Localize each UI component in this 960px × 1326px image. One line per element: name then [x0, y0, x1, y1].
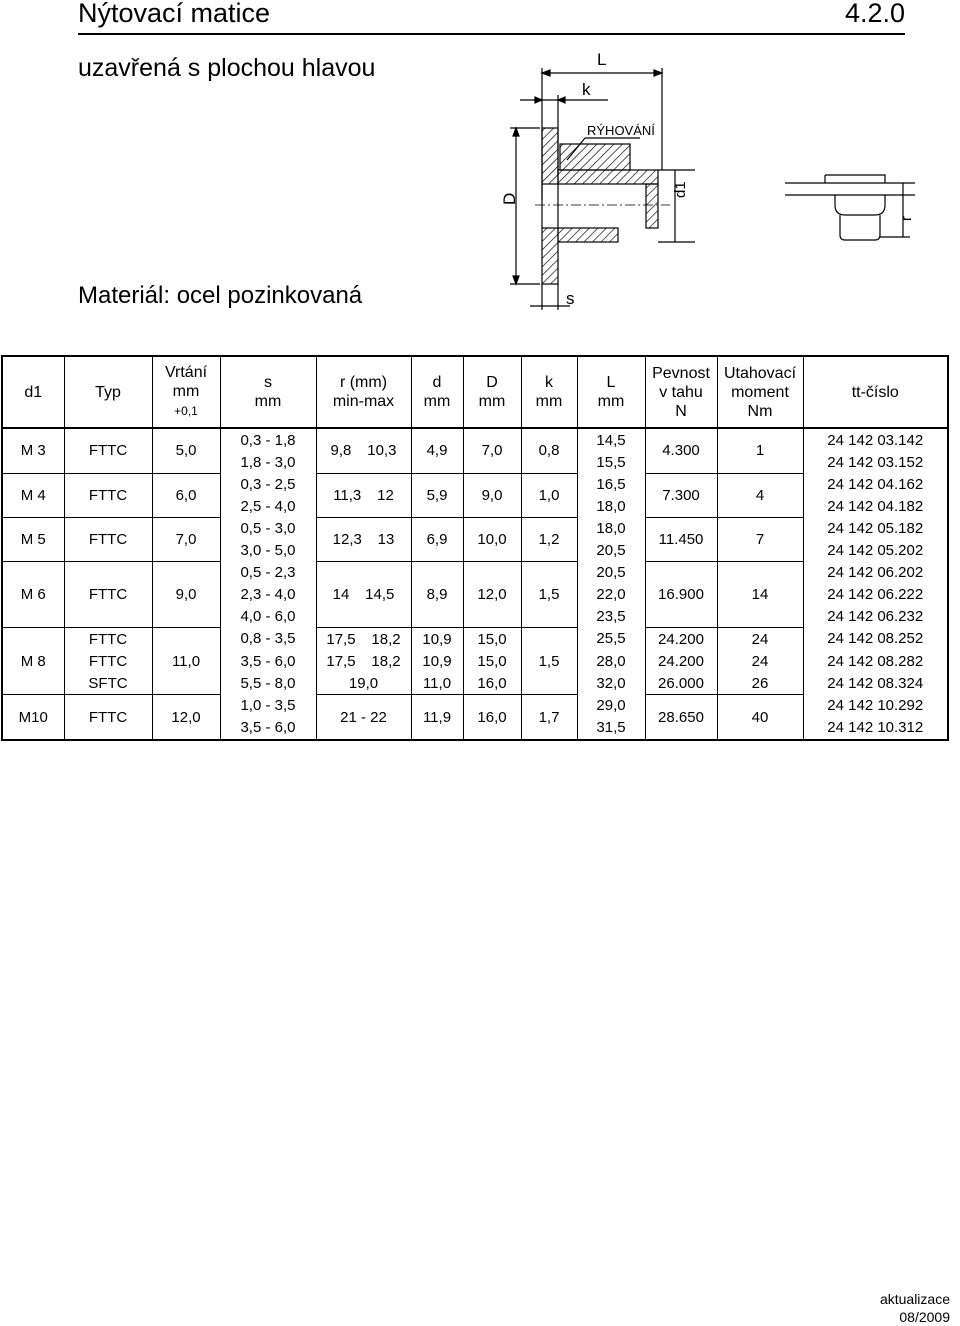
cell-L: 23,5: [577, 605, 645, 627]
cell-d: 11,0: [411, 672, 463, 695]
table-row: [2, 672, 948, 695]
cell-pevnost: 4.300: [645, 428, 717, 473]
col-header-pevnost: Pevnost v tahu N: [645, 356, 717, 428]
cell-L: 18,0: [577, 495, 645, 517]
cell-tt: 24 142 08.324: [803, 672, 948, 695]
footer-label: aktualizace: [879, 1291, 950, 1307]
rivet-nut-drawing: [480, 40, 689, 315]
dim-label-L: L: [597, 50, 607, 69]
dim-label-d1: d1: [672, 181, 689, 198]
cell-d: 11,9: [411, 695, 463, 740]
cell-tt: 24 142 05.182: [803, 517, 948, 539]
cell-typ: FTTC: [64, 627, 152, 650]
cell-tt: 24 142 06.232: [803, 605, 948, 627]
cell-L: 31,5: [577, 717, 645, 740]
spec-table: [1, 355, 949, 741]
table-header-row: [2, 356, 948, 428]
cell-L: 29,0: [577, 695, 645, 717]
cell-r: 17,5 18,2: [316, 627, 411, 650]
cell-r: 17,5 18,2: [316, 650, 411, 672]
cell-tt: 24 142 08.282: [803, 650, 948, 672]
table-row: [2, 473, 948, 495]
col-header-tt: tt-číslo: [803, 356, 948, 428]
cell-tt: 24 142 10.292: [803, 695, 948, 717]
cell-k: 1,7: [521, 695, 577, 740]
col-header-typ: Typ: [64, 356, 152, 428]
cell-k: 1,0: [521, 473, 577, 517]
cell-d1: M 8: [2, 627, 64, 694]
cell-pevnost: 24.200: [645, 627, 717, 650]
cell-typ: FTTC: [64, 695, 152, 740]
cell-tt: 24 142 04.162: [803, 473, 948, 495]
cell-vrtani: 12,0: [152, 695, 220, 740]
cell-L: 20,5: [577, 539, 645, 561]
section-number: 4.2.0: [844, 0, 905, 28]
col-header-d1: d1: [2, 356, 64, 428]
dim-label-r: r: [898, 216, 915, 221]
title-rule: [78, 33, 905, 35]
cell-L: 28,0: [577, 650, 645, 672]
cell-D: 16,0: [463, 672, 521, 695]
cell-L: 14,5: [577, 428, 645, 451]
cell-L: 15,5: [577, 451, 645, 473]
cell-pevnost: 16.900: [645, 561, 717, 627]
cell-moment: 1: [717, 428, 803, 473]
material-note: Materiál: ocel pozinkovaná: [78, 282, 363, 309]
cell-D: 16,0: [463, 695, 521, 740]
cell-d: 10,9: [411, 650, 463, 672]
cell-typ: FTTC: [64, 473, 152, 517]
dim-label-k: k: [582, 80, 591, 99]
cell-d1: M10: [2, 695, 64, 740]
cell-D: 7,0: [463, 428, 521, 473]
footer-update-note: [880, 1290, 950, 1326]
col-header-L: L mm: [577, 356, 645, 428]
cell-moment: 24: [717, 650, 803, 672]
cell-moment: 26: [717, 672, 803, 695]
cell-d: 4,9: [411, 428, 463, 473]
cell-r: 21 - 22: [316, 695, 411, 740]
cell-moment: 40: [717, 695, 803, 740]
cell-s: 3,0 - 5,0: [220, 539, 316, 561]
cell-d1: M 6: [2, 561, 64, 627]
cell-moment: 14: [717, 561, 803, 627]
page-subtitle: uzavřená s plochou hlavou: [78, 54, 376, 82]
cell-moment: 7: [717, 517, 803, 561]
knurling-label: RÝHOVÁNÍ: [587, 123, 655, 138]
col-header-vrtani: Vrtání mm +0,1: [152, 356, 220, 428]
cell-typ: FTTC: [64, 561, 152, 627]
cell-d: 8,9: [411, 561, 463, 627]
cell-typ: SFTC: [64, 672, 152, 695]
cell-L: 18,0: [577, 517, 645, 539]
col-header-k: k mm: [521, 356, 577, 428]
cell-tt: 24 142 05.202: [803, 539, 948, 561]
cell-D: 15,0: [463, 627, 521, 650]
table-row: [2, 428, 948, 451]
cell-k: 1,5: [521, 627, 577, 694]
cell-pevnost: 24.200: [645, 650, 717, 672]
cell-s: 5,5 - 8,0: [220, 672, 316, 695]
table-row: [2, 695, 948, 717]
cell-D: 10,0: [463, 517, 521, 561]
cell-vrtani: 7,0: [152, 517, 220, 561]
col-header-s: s mm: [220, 356, 316, 428]
cell-d1: M 4: [2, 473, 64, 517]
cell-d1: M 3: [2, 428, 64, 473]
col-header-D: D mm: [463, 356, 521, 428]
footer-date: 08/2009: [899, 1309, 950, 1325]
cell-s: 2,3 - 4,0: [220, 583, 316, 605]
cell-D: 9,0: [463, 473, 521, 517]
cell-s: 0,8 - 3,5: [220, 627, 316, 650]
cell-tt: 24 142 06.222: [803, 583, 948, 605]
cell-L: 32,0: [577, 672, 645, 695]
cell-pevnost: 26.000: [645, 672, 717, 695]
cell-r: 19,0: [316, 672, 411, 695]
cell-vrtani: 6,0: [152, 473, 220, 517]
cell-moment: 24: [717, 627, 803, 650]
cell-pevnost: 11.450: [645, 517, 717, 561]
cell-tt: 24 142 08.252: [803, 627, 948, 650]
cell-tt: 24 142 10.312: [803, 717, 948, 740]
dim-label-D: D: [500, 192, 519, 205]
cell-d: 10,9: [411, 627, 463, 650]
table-row: [2, 650, 948, 672]
cell-k: 0,8: [521, 428, 577, 473]
cell-s: 1,0 - 3,5: [220, 695, 316, 717]
cell-tt: 24 142 04.182: [803, 495, 948, 517]
cell-typ: FTTC: [64, 428, 152, 473]
cell-r: 12,3 13: [316, 517, 411, 561]
cell-L: 16,5: [577, 473, 645, 495]
cell-L: 25,5: [577, 627, 645, 650]
cell-s: 0,3 - 1,8: [220, 428, 316, 451]
cell-tt: 24 142 06.202: [803, 561, 948, 583]
cell-pevnost: 28.650: [645, 695, 717, 740]
cell-s: 1,8 - 3,0: [220, 451, 316, 473]
dim-label-s: s: [566, 289, 575, 308]
page-title: Nýtovací matice: [78, 0, 271, 28]
cell-vrtani: 11,0: [152, 627, 220, 694]
table-row: [2, 517, 948, 539]
col-header-moment: Utahovací moment Nm: [717, 356, 803, 428]
cell-D: 15,0: [463, 650, 521, 672]
cell-d1: M 5: [2, 517, 64, 561]
cell-r: 14 14,5: [316, 561, 411, 627]
col-header-d: d mm: [411, 356, 463, 428]
cell-typ: FTTC: [64, 517, 152, 561]
cell-tt: 24 142 03.142: [803, 428, 948, 451]
cell-moment: 4: [717, 473, 803, 517]
cell-k: 1,2: [521, 517, 577, 561]
cell-vrtani: 5,0: [152, 428, 220, 473]
cell-tt: 24 142 03.152: [803, 451, 948, 473]
cell-s: 3,5 - 6,0: [220, 717, 316, 740]
cell-D: 12,0: [463, 561, 521, 627]
cell-d: 6,9: [411, 517, 463, 561]
cell-s: 4,0 - 6,0: [220, 605, 316, 627]
cell-s: 0,5 - 3,0: [220, 517, 316, 539]
cell-s: 2,5 - 4,0: [220, 495, 316, 517]
cell-d: 5,9: [411, 473, 463, 517]
cell-pevnost: 7.300: [645, 473, 717, 517]
table-row: [2, 627, 948, 650]
cell-L: 22,0: [577, 583, 645, 605]
installed-detail-drawing: [785, 165, 925, 245]
col-header-r: r (mm) min-max: [316, 356, 411, 428]
table-row: [2, 561, 948, 583]
cell-r: 11,3 12: [316, 473, 411, 517]
cell-vrtani: 9,0: [152, 561, 220, 627]
cell-typ: FTTC: [64, 650, 152, 672]
cell-s: 0,5 - 2,3: [220, 561, 316, 583]
cell-L: 20,5: [577, 561, 645, 583]
cell-r: 9,8 10,3: [316, 428, 411, 473]
cell-s: 3,5 - 6,0: [220, 650, 316, 672]
cell-k: 1,5: [521, 561, 577, 627]
cell-s: 0,3 - 2,5: [220, 473, 316, 495]
